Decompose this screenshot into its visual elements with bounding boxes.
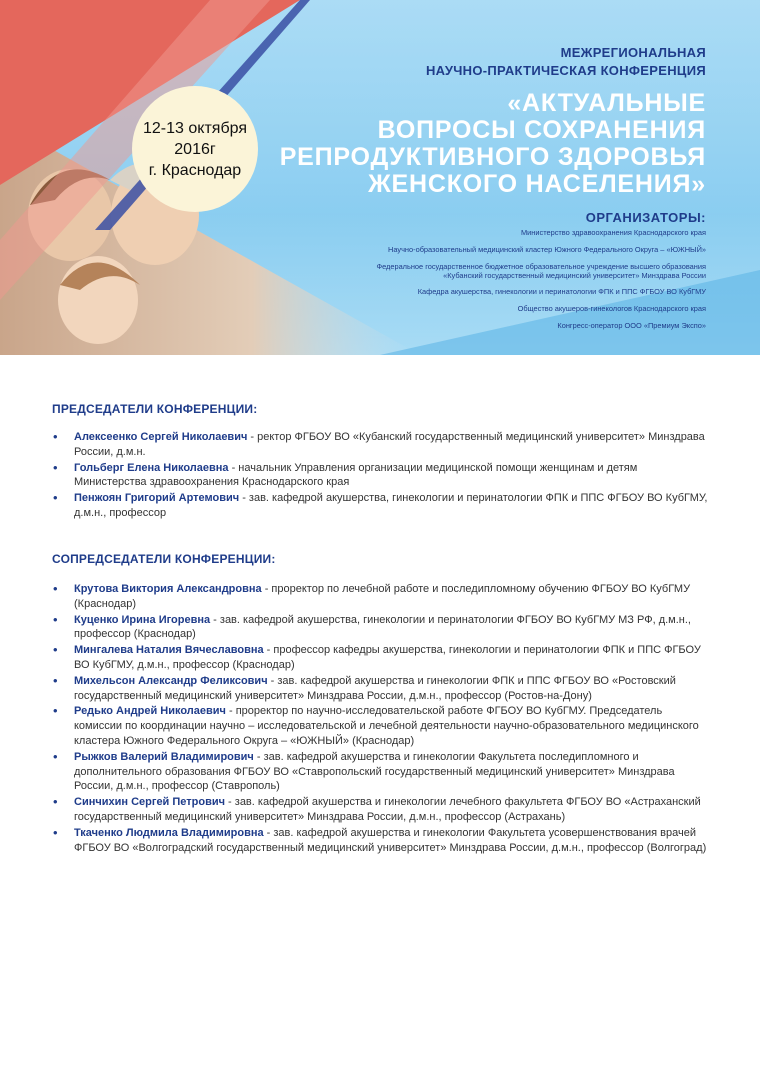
- chairs-list: [52, 430, 712, 522]
- person-description: - зав. кафедрой акушерства и гинекологии лечебного факультета ФГБОУ ВО «Астраханский государственный медицинский университет» Минздрава России, д.м.н., профессор (Астрахань): [74, 796, 701, 823]
- person-name: Синчихин Сергей Петрович: [74, 796, 225, 809]
- event-year: 2016г: [174, 140, 216, 158]
- person-description: - зав. кафедрой акушерства и гинекологии Факультета последипломного и дополнительного образования ФГБОУ ВО «Ставропольский государственный медицинский университет» Минздрава России, д.м.н., профессор (Ставрополь): [74, 750, 675, 793]
- cochairs-list: [52, 582, 712, 856]
- person-name: Редько Андрей Николаевич: [74, 705, 226, 718]
- organizer-item: Министерство здравоохранения Краснодарского края: [521, 228, 706, 237]
- person-description: - зав. кафедрой акушерства, гинекологии и перинатологии ФПК и ППС ФГБОУ ВО КубГМУ, д.м.н., профессор: [74, 492, 708, 519]
- event-city: г. Краснодар: [148, 161, 242, 179]
- list-item: [52, 582, 712, 612]
- conference-title-line: ВОПРОСЫ СОХРАНЕНИЯ: [377, 116, 706, 144]
- conference-title: [280, 90, 706, 198]
- list-item: [52, 613, 712, 643]
- person-name: Крутова Виктория Александровна: [74, 583, 262, 595]
- person-name: Пенжоян Григорий Артемович: [74, 492, 240, 505]
- person-description: - профессор кафедры акушерства, гинекологии и перинатологии ФПК и ППС ФГБОУ ВО КубГМУ, д.м.н., профессор (Краснодар): [74, 644, 701, 671]
- organizers-list: [236, 228, 706, 338]
- list-item: [52, 826, 712, 856]
- header-banner: [0, 0, 760, 355]
- organizer-item: Конгресс-оператор ООО «Премиум Экспо»: [557, 321, 706, 330]
- list-item: [52, 704, 712, 748]
- conference-type-line: НАУЧНО-ПРАКТИЧЕСКАЯ КОНФЕРЕНЦИЯ: [425, 63, 706, 78]
- organizer-item: Научно-образовательный медицинский кластер Южного Федерального Округа – «ЮЖНЫЙ»: [388, 245, 706, 254]
- event-date-badge: [132, 86, 258, 212]
- list-item: [52, 795, 712, 825]
- conference-title-line: «АКТУАЛЬНЫЕ: [507, 89, 706, 117]
- chairs-heading: ПРЕДСЕДАТЕЛИ КОНФЕРЕНЦИИ:: [52, 402, 258, 416]
- event-date: 12-13 октября: [143, 119, 247, 137]
- conference-type: [426, 44, 706, 80]
- list-item: [52, 750, 712, 794]
- person-name: Ткаченко Людмила Владимировна: [74, 826, 264, 839]
- person-description: - проректор по лечебной работе и последипломному обучению ФГБОУ ВО КубГМУ (Краснодар): [74, 583, 691, 610]
- organizer-item: Федеральное государственное бюджетное образовательное учреждение высшего образования: [376, 262, 706, 271]
- list-item: [52, 461, 712, 491]
- person-name: Рыжков Валерий Владимирович: [74, 750, 254, 763]
- person-description: - зав. кафедрой акушерства и гинекологии Факультета усовершенствования врачей ФГБОУ ВО «Волгоградский государственный медицинский университет» Минздрава России, д.м.н., профессор (Волгоград): [74, 826, 707, 854]
- person-description: - начальник Управления организации медицинской помощи женщинам и детям Министерства здравоохранения Краснодарского края: [74, 461, 638, 489]
- organizers-heading: ОРГАНИЗАТОРЫ:: [585, 210, 706, 225]
- conference-title-line: ЖЕНСКОГО НАСЕЛЕНИЯ»: [368, 170, 706, 198]
- list-item: [52, 674, 712, 704]
- person-name: Гольберг Елена Николаевна: [74, 461, 229, 474]
- person-name: Мингалева Наталия Вячеславовна: [74, 644, 264, 657]
- organizer-item: Кафедра акушерства, гинекологии и перинатологии ФПК и ППС ФГБОУ ВО КубГМУ: [417, 287, 706, 296]
- cochairs-heading: СОПРЕДСЕДАТЕЛИ КОНФЕРЕНЦИИ:: [52, 552, 276, 566]
- list-item: [52, 491, 712, 521]
- person-description: - зав. кафедрой акушерства, гинекологии и перинатологии ФГБОУ ВО КубГМУ МЗ РФ, д.м.н., профессор (Краснодар): [74, 613, 691, 641]
- list-item: [52, 430, 712, 460]
- person-name: Михельсон Александр Феликсович: [74, 674, 268, 687]
- person-name: Куценко Ирина Игоревна: [74, 613, 211, 626]
- organizer-item: Общество акушеров-гинекологов Краснодарского края: [517, 304, 706, 313]
- list-item: [52, 643, 712, 673]
- person-name: Алексеенко Сергей Николаевич: [74, 431, 248, 443]
- conference-type-line: МЕЖРЕГИОНАЛЬНАЯ: [560, 45, 706, 60]
- conference-title-line: РЕПРОДУКТИВНОГО ЗДОРОВЬЯ: [279, 143, 706, 171]
- organizer-item: «Кубанский государственный медицинский университет» Минздрава России: [443, 271, 706, 280]
- person-description: - ректор ФГБОУ ВО «Кубанский государственный медицинский университет» Минздрава России, д.м.н.: [74, 431, 705, 458]
- person-description: - проректор по научно-исследовательской работе ФГБОУ ВО КубГМУ. Председатель комиссии по координации научно – исследовательской и лечебной деятельности научно-образовательного медицинского кластера Южного Федерального Округа – «ЮЖНЫЙ» (Краснодар): [74, 705, 699, 747]
- person-description: - зав. кафедрой акушерства и гинекологии ФПК и ППС ФГБОУ ВО «Ростовский государственный медицинский университет» Минздрава России, д.м.н., профессор (Ростов-на-Дону): [74, 674, 676, 702]
